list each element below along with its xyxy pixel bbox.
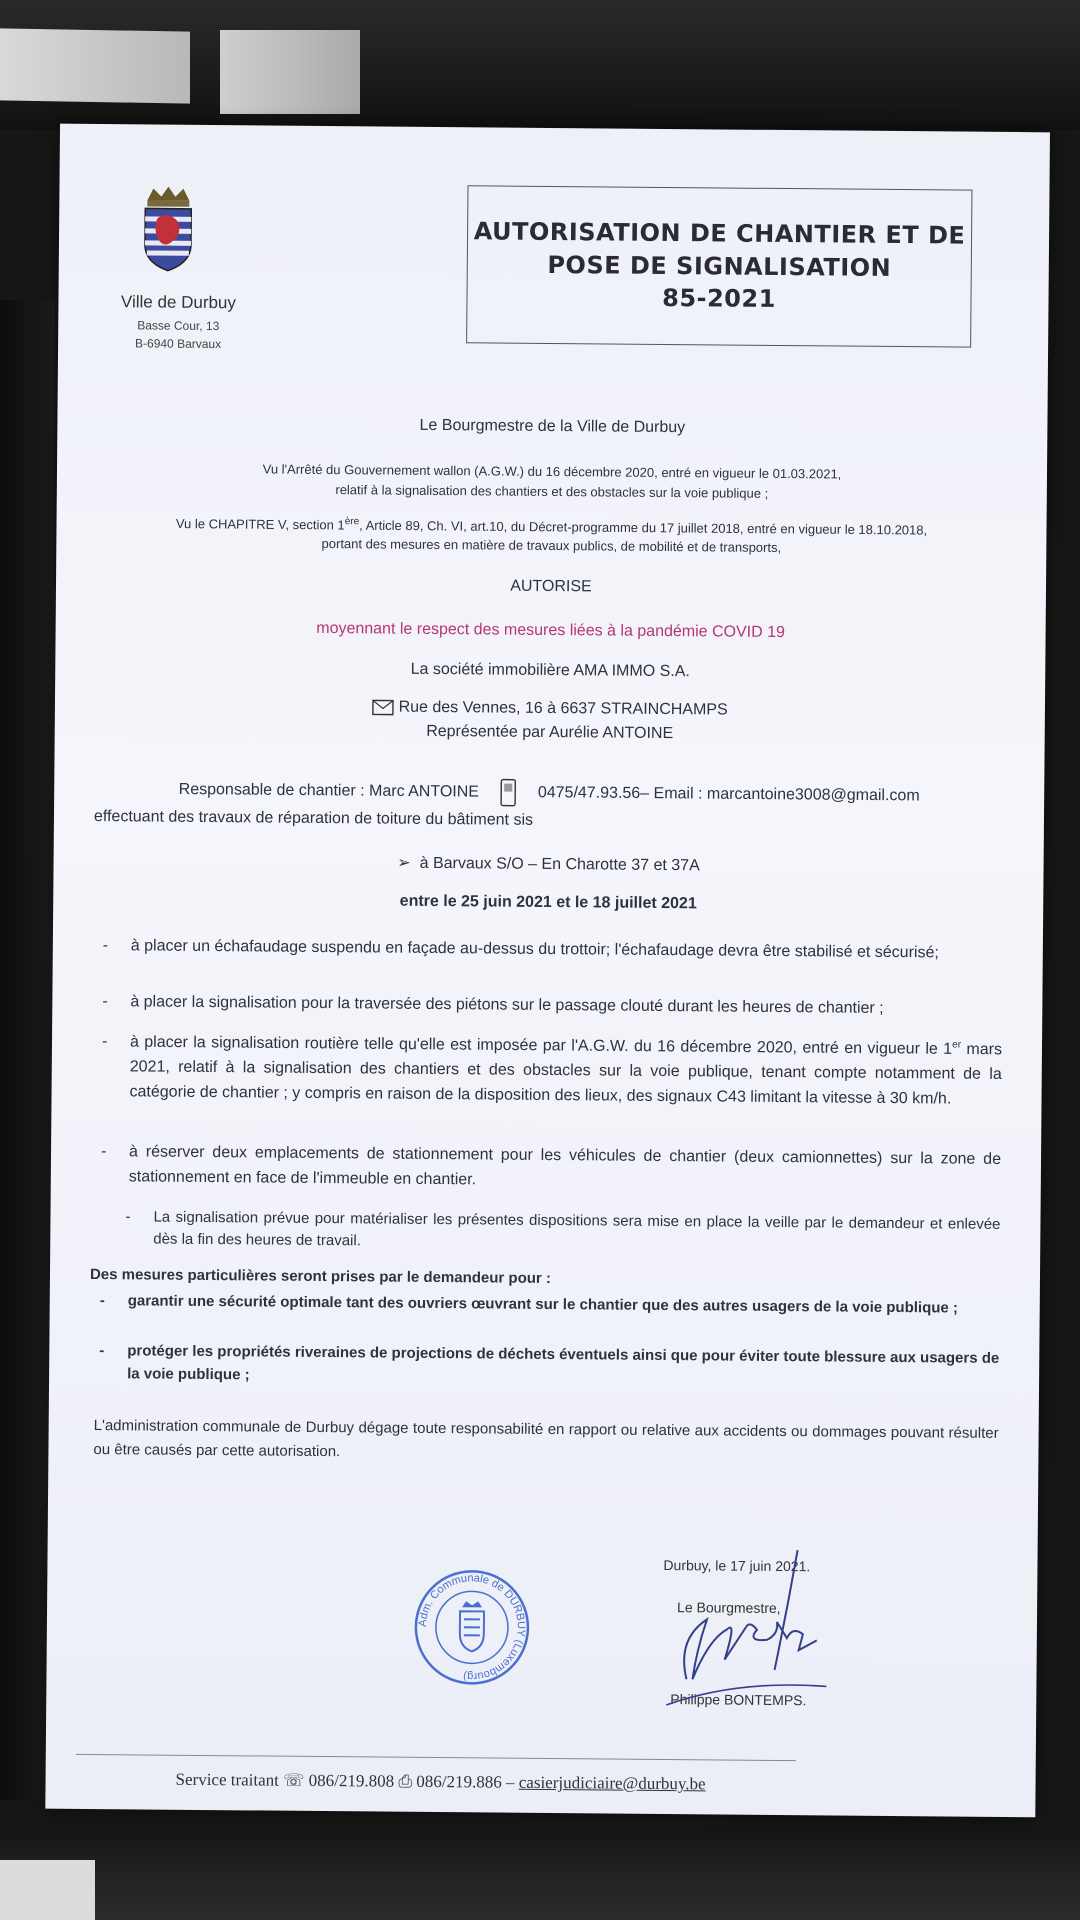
notice-sheet bbox=[45, 124, 1050, 1818]
document-number: 85-2021 bbox=[662, 284, 776, 314]
site-manager-line: Responsable de chantier : Marc ANTOINE 0475/47.93.56– Email : marcantoine3008@gmail.com bbox=[54, 774, 1044, 813]
works-description: effectuant des travaux de réparation de toiture du bâtiment sis bbox=[93, 808, 534, 829]
legal-basis-1-line-1: Vu l'Arrêté du Gouvernement wallon (A.G.W.) du 16 décembre 2020, entré en vigueur le 01.03.2021, bbox=[262, 461, 842, 482]
arrow-bullet-icon: ➢ bbox=[397, 854, 411, 872]
background-paper-corner bbox=[0, 1860, 95, 1920]
list-item: - à placer la signalisation pour la traversée des piétons sur le passage clouté durant les heures de chantier ; bbox=[102, 993, 884, 1017]
footer-email-link[interactable]: casierjudiciaire@durbuy.be bbox=[518, 1772, 706, 1794]
svg-text:Adm. Communale de DURBUY (Luxe: Adm. Communale de DURBUY (Luxembourg) bbox=[416, 1572, 528, 1683]
list-item: - à réserver deux emplacements de stationnement pour les véhicules de chantier (deux camionnettes) sur la zone de stationnement en face de l'immeuble en chantier. bbox=[100, 1143, 1002, 1189]
background-window-right bbox=[220, 30, 360, 114]
phone-icon: ☏ bbox=[283, 1770, 305, 1790]
works-period: entre le 25 juin 2021 et le 18 juillet 2021 bbox=[399, 892, 697, 913]
list-item: - protéger les propriétés riveraines de projections de déchets éventuels ainsi que pour éviter toute blessure aux usagers de la voie publique ; bbox=[99, 1342, 1000, 1383]
legal-basis-2-line-2: portant des mesures en matière de travaux publics, de mobilité et de transports, bbox=[321, 535, 782, 555]
authority-line: Le Bourgmestre de la Ville de Durbuy bbox=[419, 416, 686, 437]
company-name: La société immobilière AMA IMMO S.A. bbox=[410, 660, 690, 681]
document-title-line-1: AUTORISATION DE CHANTIER ET DE bbox=[473, 217, 966, 250]
fax-icon: ⎙ bbox=[398, 1771, 413, 1791]
covid-notice: moyennant le respect des mesures liées à la pandémie COVID 19 bbox=[316, 619, 786, 642]
footer-contact: Service traitant ☏ 086/219.808 ⎙ 086/219.886 – casierjudiciaire@durbuy.be bbox=[175, 1769, 706, 1794]
signatory-name: Philippe BONTEMPS. bbox=[670, 1691, 807, 1709]
organization-name: Ville de Durbuy bbox=[120, 292, 237, 313]
handwritten-signature bbox=[646, 1529, 848, 1721]
list-item: - à placer un échafaudage suspendu en façade au-dessus du trottoir; l'échafaudage devra être stabilisé et sécurisé; bbox=[102, 937, 939, 962]
background-window-left bbox=[0, 28, 190, 103]
organization-address-street: Basse Cour, 13 bbox=[137, 318, 220, 334]
background-floor bbox=[0, 1840, 1080, 1920]
legal-basis-1-line-2: relatif à la signalisation des chantiers et des obstacles sur la voie publique ; bbox=[335, 482, 769, 501]
mobile-phone-icon bbox=[499, 778, 517, 808]
list-item: - La signalisation prévue pour matérialiser les présentes dispositions sera mise en place la veille par le demandeur et enlevée dès la fin des heures de travail. bbox=[125, 1208, 1001, 1250]
list-item: - à placer la signalisation routière telle qu'elle est imposée par l'A.G.W. du 16 décembre 2020, entré en vigueur le 1er mars 2021, relatif à la signalisation des chantiers et des obstacles sur la voie publique, tenant compte notamment de la catégorie de chantier ; y compris en raison de la disposition des lieux, des signaux C43 limitant la vitesse à 30 km/h. bbox=[101, 1033, 1003, 1108]
coat-of-arms-logo bbox=[139, 182, 198, 273]
disclaimer: L'administration communale de Durbuy dégage toute responsabilité en rapport ou relative aux accidents ou dommages pouvant résulter ou être causés par cette autorisation. bbox=[93, 1417, 999, 1461]
company-address: Rue des Vennes, 16 à 6637 STRAINCHAMPS bbox=[55, 696, 1045, 723]
footer-divider bbox=[76, 1754, 796, 1761]
authorizes-heading: AUTORISE bbox=[510, 577, 592, 596]
organization-address-city: B-6940 Barvaux bbox=[135, 336, 222, 352]
place-and-date: Durbuy, le 17 juin 2021. bbox=[663, 1557, 811, 1575]
representative-line: Représentée par Aurélie ANTOINE bbox=[426, 722, 674, 743]
legal-basis-2-line-1: Vu le CHAPITRE V, section 1ère, Article 89, Ch. VI, art.10, du Décret-programme du 17 juillet 2018, entré en vigueur le 18.10.2018, bbox=[175, 516, 928, 538]
official-stamp bbox=[411, 1567, 532, 1688]
document-title-box bbox=[466, 185, 972, 347]
site-location: ➢ à Barvaux S/O – En Charotte 37 et 37A bbox=[397, 854, 700, 875]
signatory-role: Le Bourgmestre, bbox=[677, 1599, 781, 1617]
mail-icon bbox=[372, 699, 394, 715]
list-item: - garantir une sécurité optimale tant des ouvriers œuvrant sur le chantier que des autres usagers de la voie publique ; bbox=[99, 1292, 959, 1317]
document-title-line-2: POSE DE SIGNALISATION bbox=[547, 250, 892, 282]
measures-heading: Des mesures particulières seront prises par le demandeur pour : bbox=[89, 1265, 552, 1288]
